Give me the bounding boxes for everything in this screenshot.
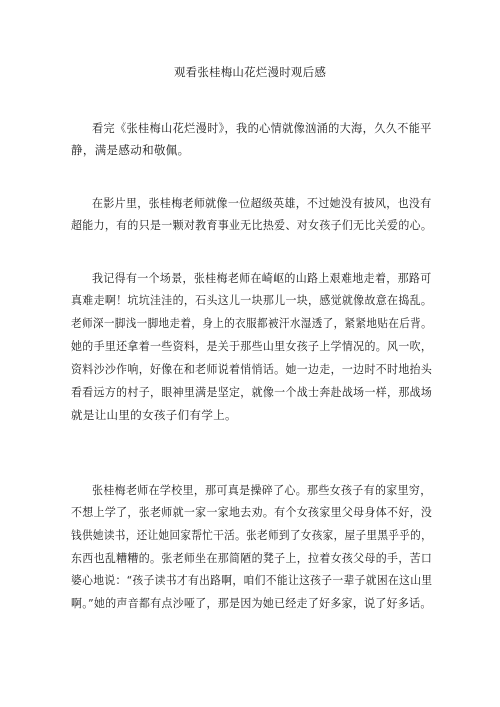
paragraph-3-line-1: 我记得有一个场景，张桂梅老师在崎岖的山路上艰难地走着，那路可 — [92, 271, 432, 285]
paragraph-2-line-1: 在影片里，张桂梅老师就像一位超级英雄，不过她没有披风，也没有 — [92, 196, 432, 210]
paragraph-3-line-4: 她的手里还拿着一些资料，是关于那些山里女孩子上学情况的。风一吹， — [71, 339, 433, 353]
paragraph-4-line-4: 东西也乱糟糟的。张老师坐在那简陋的凳子上，拉着女孩父母的手，苦口 — [71, 551, 433, 565]
paragraph-4-line-1: 张桂梅老师在学校里，那可真是操碎了心。那些女孩子有的家里穷， — [92, 483, 432, 497]
paragraph-4-line-6: 啊。”她的声音都有点沙哑了，那是因为她已经走了好多家，说了好多话。 — [71, 596, 432, 610]
paragraph-4-line-3: 钱供她读书，还让她回家帮忙干活。张老师到了女孩家，屋子里黑乎乎的， — [71, 528, 433, 542]
paragraph-4-line-2: 不想上学了，张老师就一家一家地去劝。有个女孩家里父母身体不好，没 — [71, 505, 433, 519]
paragraph-3-line-2: 真难走啊！坑坑洼洼的，石头这儿一块那儿一块，感觉就像故意在捣乱。 — [71, 293, 433, 307]
paragraph-4-line-5: 婆心地说：“孩子读书才有出路啊，咱们不能让这孩子一辈子就困在这山里 — [71, 573, 433, 587]
paragraph-1-line-1: 看完《张桂梅山花烂漫时》，我的心情就像汹涌的大海，久久不能平 — [92, 121, 432, 135]
paragraph-3-line-6: 看看远方的村子，眼神里满是坚定，就像一个战士奔赴战场一样，那战场 — [71, 385, 433, 399]
paragraph-1-line-2: 静，满是感动和敬佩。 — [71, 143, 190, 157]
document-title: 观看张桂梅山花烂漫时观后感 — [173, 65, 327, 79]
paragraph-3-line-7: 就是让山里的女孩子们有学上。 — [71, 408, 237, 422]
paragraph-2-line-2: 超能力，有的只是一颗对教育事业无比热爱、对女孩子们无比关爱的心。 — [71, 218, 433, 232]
paragraph-3-line-3: 老师深一脚浅一脚地走着，身上的衣服都被汗水湿透了，紧紧地贴在后背。 — [71, 316, 433, 330]
paragraph-3-line-5: 资料沙沙作响，好像在和老师说着悄悄话。她一边走，一边时不时地抬头 — [71, 362, 433, 376]
